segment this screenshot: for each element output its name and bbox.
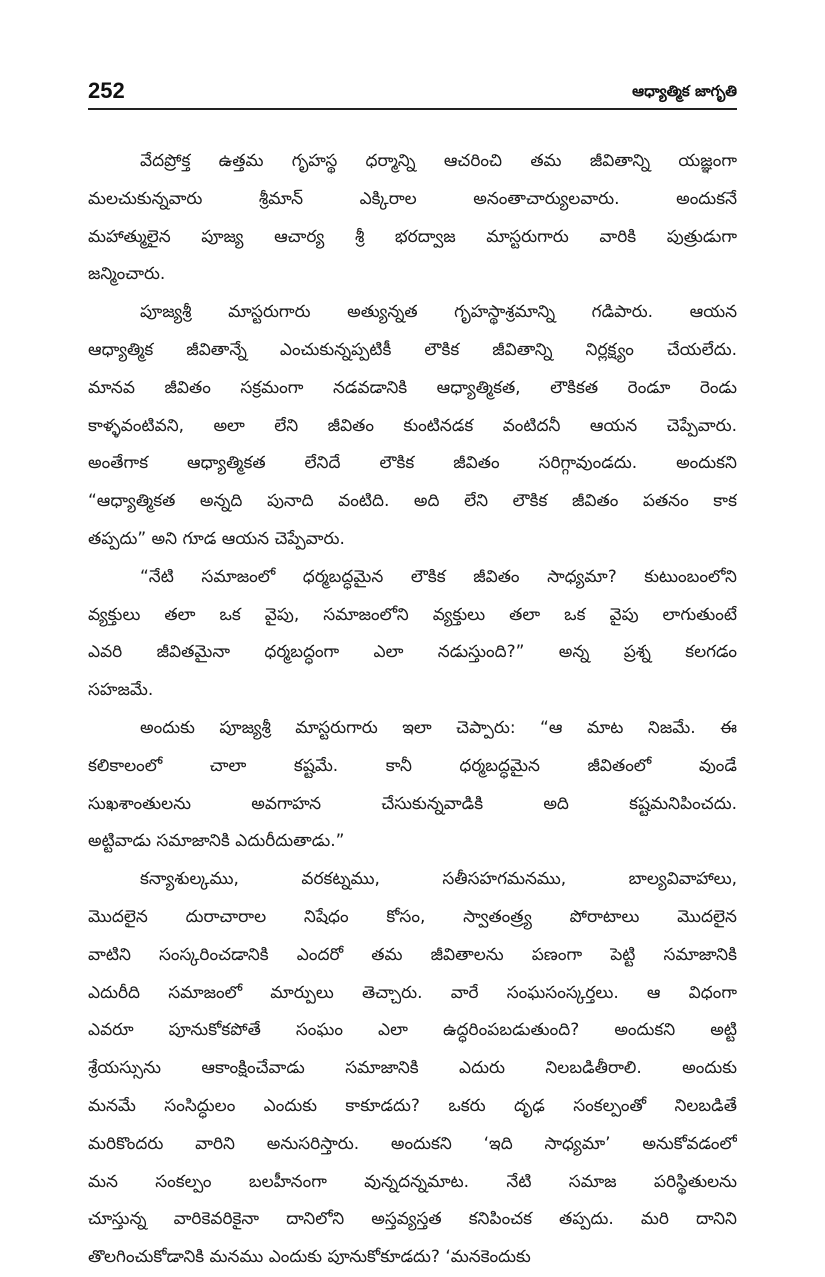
text-line: మరికొందరు వారిని అనుసరిస్తారు. అందుకని ‘ఇది సాధ్యమా’ అనుకోవడంలో	[88, 1133, 737, 1154]
text-line: పూజ్యశ్రీ మాస్టరుగారు అత్యున్నత గృహస్థాశ్రమాన్ని గడిపారు. ఆయన	[140, 302, 737, 323]
paragraph	[88, 143, 737, 294]
text-line: వ్యక్తులు తలా ఒక వైపు, సమాజంలోని వ్యక్తులు తలా ఒక వైపు లాగుతుంటే	[88, 604, 737, 625]
page-number: 252	[88, 78, 125, 103]
text-line: మొదలైన దురాచారాల నిషేధం కోసం, స్వాతంత్ర్య పోరాటాలు మొదలైన	[88, 906, 737, 927]
text-line: కన్యాశుల్కము, వరకట్నము, సతీసహగమనము, బాల్యవివాహాలు,	[140, 869, 737, 890]
text-line: “నేటి సమాజంలో ధర్మబద్ధమైన లౌకిక జీవితం సాధ్యమా? కుటుంబంలోని	[140, 566, 737, 587]
text-line: సుఖశాంతులను అవగాహన చేసుకున్నవాడికి అది కష్టమనిపించదు.	[88, 793, 737, 814]
text-line: తప్పదు” అని గూడ ఆయన చెప్పేవారు.	[88, 528, 345, 549]
text-line: తొలగించుకోడానికి మనము ఎందుకు పూనుకోకూడదు? ‘మనకెందుకు	[88, 1247, 531, 1268]
text-line: చూస్తున్న వారికెవరికైనా దానిలోని అస్తవ్యస్తత కనిపించక తప్పదు. మరి దానిని	[88, 1209, 737, 1230]
text-line: మనమే సంసిద్ధులం ఎందుకు కాకూడదు? ఒకరు దృఢ సంకల్పంతో నిలబడితే	[88, 1095, 737, 1116]
text-line: అంతేగాక ఆధ్యాత్మికత లేనిదే లౌకిక జీవితం సరిగ్గావుండదు. అందుకని	[88, 453, 737, 474]
text-line: వేదప్రోక్త ఉత్తమ గృహస్థ ధర్మాన్ని ఆచరించి తమ జీవితాన్ని యజ్ఞంగా	[140, 151, 737, 171]
text-line: అట్టివాడు సమాజానికి ఎదురీదుతాడు.”	[88, 831, 345, 852]
text-line: కలికాలంలో చాలా కష్టమే. కానీ ధర్మబద్ధమైన జీవితంలో వుండే	[88, 755, 737, 776]
text-line: ఆధ్యాత్మిక జీవితాన్నే ఎంచుకున్నప్పటికీ లౌకిక జీవితాన్ని నిర్లక్ష్యం చేయలేదు.	[88, 339, 737, 360]
running-title: ఆధ్యాత్మిక జాగృతి	[632, 82, 737, 100]
text-line: శ్రేయస్సును ఆకాంక్షించేవాడు సమాజానికి ఎదురు నిలబడితీరాలి. అందుకు	[88, 1058, 737, 1079]
text-line: ఎదురీది సమాజంలో మార్పులు తెచ్చారు. వారే సంఘసంస్కర్తలు. ఆ విధంగా	[88, 982, 737, 1003]
body-text	[88, 143, 737, 1277]
paragraph	[88, 559, 737, 710]
text-line: మన సంకల్పం బలహీనంగా వున్నదన్నమాట. నేటి సమాజ పరిస్థితులను	[88, 1171, 737, 1192]
text-line: మానవ జీవితం సక్రమంగా నడవడానికి ఆధ్యాత్మికత, లౌకికత రెండూ రెండు	[88, 377, 737, 398]
text-line: సహజమే.	[88, 680, 154, 701]
text-line: మలచుకున్నవారు శ్రీమాన్ ఎక్కిరాల అనంతాచార్యులవారు. అందుకనే	[88, 188, 737, 209]
text-line: జన్మించారు.	[88, 264, 166, 285]
text-line: అందుకు పూజ్యశ్రీ మాస్టరుగారు ఇలా చెప్పారు: “ఆ మాట నిజమే. ఈ	[140, 717, 737, 738]
page-header	[88, 74, 737, 110]
text-line: వాటిని సంస్కరించడానికి ఎందరో తమ జీవితాలను పణంగా పెట్టి సమాజానికి	[88, 944, 737, 965]
text-line: కాళ్ళవంటివని, అలా లేని జీవితం కుంటినడక వంటిదనీ ఆయన చెప్పేవారు.	[88, 415, 737, 436]
text-line: ఎవరూ పూనుకోకపోతే సంఘం ఎలా ఉద్ధరింపబడుతుంది? అందుకని అట్టి	[88, 1020, 737, 1041]
text-line: మహాత్ములైన పూజ్య ఆచార్య శ్రీ భరద్వాజ మాస్టరుగారు వారికి పుత్రుడుగా	[88, 226, 737, 247]
text-line: ఎవరి జీవితమైనా ధర్మబద్ధంగా ఎలా నడుస్తుంది?” అన్న ప్రశ్న కలగడం	[88, 642, 737, 663]
text-line: “ఆధ్యాత్మికత అన్నది పునాది వంటిది. అది లేని లౌకిక జీవితం పతనం కాక	[88, 491, 737, 512]
paragraph	[88, 861, 737, 1277]
paragraph	[88, 294, 737, 559]
paragraph	[88, 710, 737, 861]
